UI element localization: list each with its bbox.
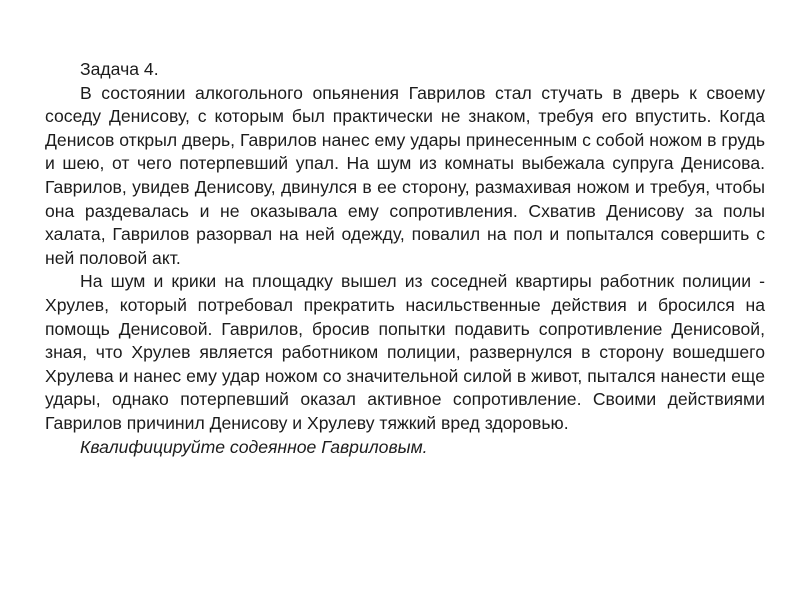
task-title: Задача 4. <box>80 59 159 79</box>
paragraph-2: На шум и крики на площадку вышел из соседней квартиры работник полиции - Хрулев, который потребовал прекратить насильственные действия и бросился на помощь Денисовой. Гаврилов, бросив попытки подавить сопротивление Денисовой, зная, что Хрулев является работником полиции, развернулся в сторону вошедшего Хрулева и нанес ему удар ножом со значительной силой в живот, пытался нанести еще удары, однако потерпевший оказал активное сопротивление. Своими действиями Гаврилов причинил Денисову и Хрулеву тяжкий вред здоровью. <box>45 271 765 433</box>
task-question: Квалифицируйте содеянное Гавриловым. <box>80 436 428 457</box>
paragraph-1: В состоянии алкогольного опьянения Гаврилов стал стучать в дверь к своему соседу Денисову, с которым был практически не знаком, требуя его впустить. Когда Денисов открыл дверь, Гаврилов нанес ему удары принесенным с собой ножом в грудь и шею, от чего потерпевший упал. На шум из комнаты выбежала супруга Денисова. Гаврилов, увидев Денисову, двинулся в ее сторону, размахивая ножом и требуя, чтобы она раздевалась и не оказывала ему сопротивления. Схватив Денисову за полы халата, Гаврилов разорвал на ней одежду, повалил на пол и попытался совершить с ней половой акт. <box>45 82 765 268</box>
task-text <box>45 58 765 459</box>
